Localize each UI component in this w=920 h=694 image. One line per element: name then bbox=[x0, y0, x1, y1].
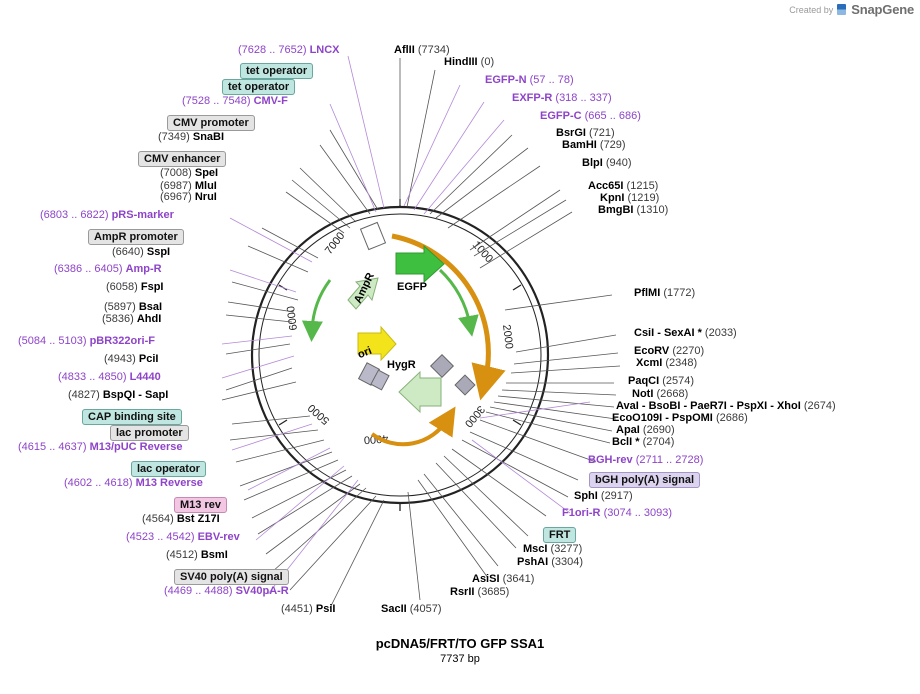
gene-label-egfp: EGFP bbox=[397, 281, 427, 293]
site-label-fspi[interactable]: (6058) FspI bbox=[106, 281, 164, 293]
svg-text:4000: 4000 bbox=[363, 432, 389, 446]
watermark-brand-label: SnapGene bbox=[851, 2, 914, 17]
feature-label-tet-operator-2[interactable]: tet operator bbox=[222, 77, 295, 95]
site-label-acc65i[interactable]: Acc65I (1215) bbox=[588, 180, 659, 192]
site-label-kpni[interactable]: KpnI (1219) bbox=[600, 192, 660, 204]
primer-label-f1ori-r[interactable]: F1ori-R (3074 .. 3093) bbox=[562, 507, 673, 519]
svg-text:1000: 1000 bbox=[469, 238, 496, 266]
site-label-nrui[interactable]: (6967) NruI bbox=[160, 191, 217, 203]
site-label-sacii[interactable]: SacII (4057) bbox=[381, 603, 442, 615]
site-label-snabi[interactable]: (7349) SnaBI bbox=[158, 131, 225, 143]
site-label-paqci[interactable]: PaqCI (2574) bbox=[628, 375, 695, 387]
site-label-hindiii[interactable]: HindIII (0) bbox=[444, 56, 495, 68]
site-label-bcli[interactable]: BclI * (2704) bbox=[612, 436, 675, 448]
site-label-blpi[interactable]: BlpI (940) bbox=[582, 157, 632, 169]
gene-label-hygr: HygR bbox=[387, 359, 416, 371]
site-label-noti[interactable]: NotI (2668) bbox=[632, 388, 689, 400]
feature-label-ampr-promoter[interactable]: AmpR promoter bbox=[88, 227, 184, 245]
feature-box-grey-3 bbox=[431, 355, 454, 378]
primer-label-egfp-n[interactable]: EGFP-N (57 .. 78) bbox=[485, 74, 574, 86]
site-label-bsrgi[interactable]: BsrGI (721) bbox=[556, 127, 615, 139]
primer-label-amp-r[interactable]: (6386 .. 6405) Amp-R bbox=[54, 263, 162, 275]
primer-label-prs-marker[interactable]: (6803 .. 6822) pRS-marker bbox=[40, 209, 174, 221]
svg-text:2000: 2000 bbox=[500, 323, 515, 350]
site-label-csii-sexai[interactable]: CsiI - SexAI * (2033) bbox=[634, 327, 737, 339]
site-label-bmgbi[interactable]: BmgBI (1310) bbox=[598, 204, 669, 216]
site-label-mlui[interactable]: (6987) MluI bbox=[160, 180, 217, 192]
svg-text:6000: 6000 bbox=[285, 305, 300, 332]
site-label-ahdi[interactable]: (5836) AhdI bbox=[102, 313, 162, 325]
site-label-bamhi[interactable]: BamHI (729) bbox=[562, 139, 626, 151]
feature-label-bgh-polya-signal[interactable]: bGH poly(A) signal bbox=[589, 470, 700, 488]
gene-arrow-egfp bbox=[396, 246, 444, 282]
site-label-sphi[interactable]: SphI (2917) bbox=[574, 490, 633, 502]
gene-label-ori: ori bbox=[356, 344, 374, 362]
feature-label-lac-operator[interactable]: lac operator bbox=[131, 459, 206, 477]
plasmid-name: pcDNA5/FRT/TO GFP SSA1 bbox=[375, 636, 545, 651]
feature-label-tet-operator-1[interactable]: tet operator bbox=[240, 61, 313, 79]
primer-label-ebv-rev[interactable]: (4523 .. 4542) EBV-rev bbox=[126, 531, 240, 543]
site-label-psii[interactable]: (4451) PsiI bbox=[281, 603, 336, 615]
primer-label-l4440[interactable]: (4833 .. 4850) L4440 bbox=[58, 371, 161, 383]
gene-label-ampr: AmpR bbox=[352, 270, 377, 306]
site-label-pshai[interactable]: PshAI (3304) bbox=[517, 556, 584, 568]
site-label-ecoo109i-pspomi[interactable]: EcoO109I - PspOMI (2686) bbox=[612, 412, 748, 424]
feature-label-sv40-polya-signal[interactable]: SV40 poly(A) signal bbox=[174, 567, 289, 585]
site-label-sspi[interactable]: (6640) SspI bbox=[112, 246, 171, 258]
svg-text:5000: 5000 bbox=[305, 401, 333, 427]
site-label-msci[interactable]: MscI (3277) bbox=[523, 543, 583, 555]
plasmid-title-block bbox=[0, 636, 920, 665]
site-label-rsrii[interactable]: RsrII (3685) bbox=[450, 586, 510, 598]
primer-label-exfp-r[interactable]: EXFP-R (318 .. 337) bbox=[512, 92, 612, 104]
site-label-pcii[interactable]: (4943) PciI bbox=[104, 353, 159, 365]
site-label-asisi[interactable]: AsiSI (3641) bbox=[472, 573, 535, 585]
primer-label-lncx[interactable]: (7628 .. 7652) LNCX bbox=[238, 44, 340, 56]
feature-box-grey-4 bbox=[455, 375, 475, 395]
feature-box-promoter bbox=[361, 222, 386, 249]
svg-text:7000: 7000 bbox=[322, 230, 348, 257]
gene-arrow-hygr bbox=[399, 372, 441, 412]
site-label-bsai[interactable]: (5897) BsaI bbox=[104, 301, 163, 313]
feature-label-cap-binding-site[interactable]: CAP binding site bbox=[82, 407, 182, 425]
site-label-apai[interactable]: ApaI (2690) bbox=[616, 424, 675, 436]
primer-label-pbr322ori-f[interactable]: (5084 .. 5103) pBR322ori-F bbox=[18, 335, 155, 347]
primer-label-sv40pa-r[interactable]: (4469 .. 4488) SV40pA-R bbox=[164, 585, 289, 597]
primer-label-bgh-rev[interactable]: BGH-rev (2711 .. 2728) bbox=[588, 454, 704, 466]
site-label-bspqi-sapi[interactable]: (4827) BspQI - SapI bbox=[68, 389, 169, 401]
site-label-bsmi[interactable]: (4512) BsmI bbox=[166, 549, 228, 561]
primer-label-m13-reverse[interactable]: (4602 .. 4618) M13 Reverse bbox=[64, 477, 203, 489]
primer-label-cmv-f[interactable]: (7528 .. 7548) CMV-F bbox=[182, 95, 288, 107]
site-label-spei[interactable]: (7008) SpeI bbox=[160, 167, 219, 179]
site-label-ecorv[interactable]: EcoRV (2270) bbox=[634, 345, 705, 357]
site-label-avai-group[interactable]: AvaI - BsoBI - PaeR7I - PspXI - XhoI (2674) bbox=[616, 400, 836, 412]
feature-label-lac-promoter[interactable]: lac promoter bbox=[110, 423, 189, 441]
feature-label-frt[interactable]: FRT bbox=[543, 525, 576, 543]
plasmid-size: 7737 bp bbox=[440, 653, 480, 665]
site-label-bstz17i[interactable]: (4564) Bst Z17I bbox=[142, 513, 220, 525]
site-label-xcmi[interactable]: XcmI (2348) bbox=[636, 357, 698, 369]
feature-label-cmv-enhancer[interactable]: CMV enhancer bbox=[138, 149, 226, 167]
feature-label-m13-rev[interactable]: M13 rev bbox=[174, 495, 227, 513]
site-label-aflii[interactable]: AflII (7734) bbox=[394, 44, 450, 56]
site-label-pflmi[interactable]: PflMI (1772) bbox=[634, 287, 696, 299]
feature-label-cmv-promoter[interactable]: CMV promoter bbox=[167, 113, 255, 131]
watermark-created-label: Created by bbox=[789, 4, 834, 15]
primer-label-m13-puc-reverse[interactable]: (4615 .. 4637) M13/pUC Reverse bbox=[18, 441, 183, 453]
svg-text:3000: 3000 bbox=[461, 403, 487, 430]
primer-label-egfp-c[interactable]: EGFP-C (665 .. 686) bbox=[540, 110, 641, 122]
